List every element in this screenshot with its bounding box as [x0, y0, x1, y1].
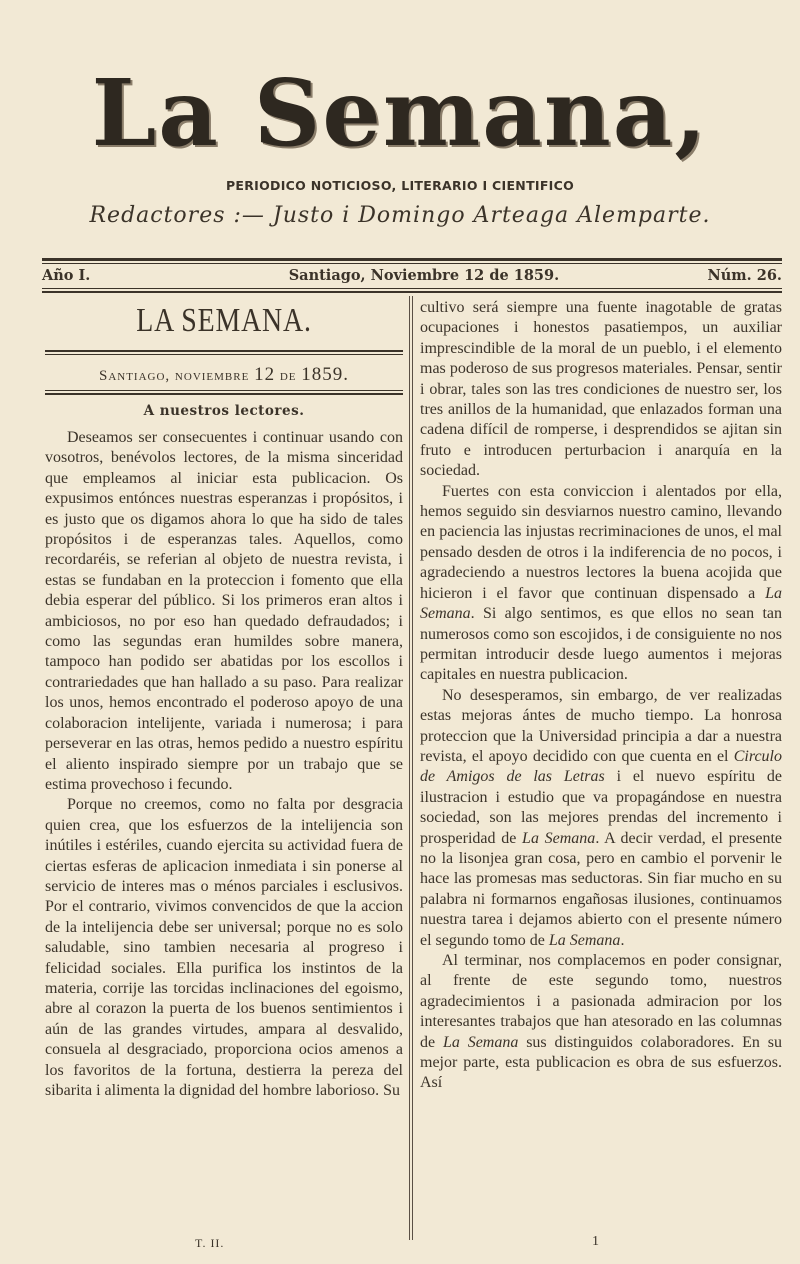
dateline: [45, 364, 403, 386]
dateline-de: de: [279, 368, 297, 384]
text-run: Porque no creemos, como no falta por desgracia quien crea, que los esfuerzos de la intelijencia son inútiles i estériles, cuando ejercita su actividad fuera de ciertas esferas de aplicacion inmediata i sin ponerse al servicio de interes mas o ménos parciales i esclusivos. Por el contrario, vivimos convencidos de que la accion de la intelijencia debe ser universal; porque no es solo saludable, sino tambien necesaria al progreso i felicidad sociales. Ella purifica los instintos de la materia, corrije las torcidas inclinaciones del egoismo, abre al corazon la puerta de los buenos sentimientos i aún de las grandes virtudes, ampara al desvalido, consuela al desgraciado, proporciona ocios amenos a los favoritos de la fortuna, destierra la pereza del sibarita i alimenta la dignidad del hombre laborioso. Su: [45, 796, 403, 1099]
issue-number: Núm. 26.: [707, 267, 782, 284]
divider: [45, 350, 403, 352]
italic-title: La Semana: [522, 829, 596, 847]
text-run: Deseamos ser consecuentes i continuar usando con vosotros, benévolos lectores, de la misma sinceridad que empleamos al iniciar esta publicacion. Os expusimos entónces nuestras esperanzas i propósitos, i es justo que os digamos ahora lo que ha sido de tales propósitos i de esperanzas tales. Aquellos, como recordaréis, se referian al objeto de nuestra revista, i estas se fundaban en la proteccion i fomento que ella debia esperar del público. Si los primeros eran altos i ambiciosos, no por eso han quedado defraudados; i como las segundas eran humildes sobre manera, tampoco han podido ser abatidas por los escollos i contrariedades que han hallado a su paso. Para realizar los unos, hemos encontrado el poderoso apoyo de una colaboracion intelijente, variada i numerosa; i para perseverar en las otras, hemos pedido a nuestro espíritu el aliento inspirado siempre por un trabajo que se estima provechoso i fecundo.: [45, 429, 403, 793]
masthead-subtitle: PERIODICO NOTICIOSO, LITERARIO I CIENTIFICO: [225, 178, 575, 193]
dateline-year: 1859.: [301, 364, 349, 385]
text-run: . Si algo sentimos, es que ellos no sean tan numerosos como son escojidos, i de consiguiente no nos permitan introducir desde luego aumentos i mejoras capitales en nuestra publicacion.: [420, 605, 782, 684]
article-title: A nuestros lectores.: [143, 403, 305, 419]
divider: [45, 393, 403, 395]
text-run: . A decir verdad, el presente no la lisonjea gran cosa, pero en cambio el porvenir le hace las promesas mas seductoras. Sin fiar mucho en su palabra ni formarnos engañosas ilusiones, continuamos nuestra tarea i dejamos abierto con el presente número el segundo tomo de: [420, 829, 782, 949]
article-column-left: [45, 428, 403, 1101]
article-column-right: [420, 298, 782, 1094]
dateline-day: 12: [254, 364, 276, 385]
text-run: cultivo será siempre una fuente inagotable de gratas ocupaciones i honestos pasatiempos, un auxiliar imprescindible de la moral de un pueblo, i el elemento mas poderoso de sus progresos materiales. Pensar, sentir i obrar, tales son las tres condiciones de nuestro ser, los tres anillos de la humanidad, que enlazados forman una cadena difícil de romperse, i desprendidos se ajitan sin fruto e introducen perturbacion i anarquía en la sociedad.: [420, 299, 782, 480]
divider: [45, 390, 403, 391]
divider: [42, 258, 782, 261]
italic-title: La Semana: [420, 584, 782, 623]
issue-info-bar: [42, 267, 782, 284]
divider: [42, 291, 782, 293]
paragraph: [45, 428, 403, 795]
text-run: .: [620, 931, 625, 949]
text-run: sus distinguidos colaboradores. En su mejor parte, esta publicacion es obra de sus esfuerzos. Así: [420, 1033, 782, 1092]
paragraph: [420, 951, 782, 1094]
editors-line: Redactores :— Justo i Domingo Arteaga Alemparte.: [89, 203, 711, 228]
italic-title: Circulo de Amigos de las Letras: [420, 747, 782, 786]
page-number: 1: [592, 1234, 599, 1249]
dateline-place: Santiago, noviembre: [98, 368, 250, 384]
text-run: Fuertes con esta conviccion i alentados por ella, hemos seguido sin desviarnos nuestro camino, llevando en paciencia las injustas recriminaciones de unos, el mal pensado desden de otros i la indiferencia de no pocos, i agradeciendo a nuestros lectores la buena acojida que hicieron i el favor que continuan dispensado a: [420, 482, 782, 602]
issue-date: Santiago, Noviembre 12 de 1859.: [288, 267, 560, 284]
divider: [45, 354, 403, 355]
italic-title: La Semana: [548, 931, 621, 949]
volume-signature: T. II.: [195, 1236, 225, 1250]
masthead-title: La Semana,: [91, 59, 709, 167]
divider: [42, 288, 782, 289]
section-heading: LA SEMANA.: [136, 302, 312, 339]
divider: [42, 263, 782, 264]
text-run: Al terminar, nos complacemos en poder consignar, al frente de este segundo tomo, nuestros agradecimientos i a pasionada admiracion por los interesantes trabajos que han atesorado en las columnas de: [420, 952, 782, 1051]
paragraph: [420, 686, 782, 951]
issue-year: Año I.: [42, 267, 91, 284]
paragraph: [420, 482, 782, 686]
paragraph: [45, 795, 403, 1101]
italic-title: La Semana: [442, 1033, 519, 1051]
text-run: i el nuevo espíritu de ilustracion i estudio que va propagándose en nuestra sociedad, son las mejores prendas del incremento i prosperidad de: [420, 768, 783, 847]
paragraph: [420, 298, 782, 482]
text-run: No desesperamos, sin embargo, de ver realizadas estas mejoras ántes de mucho tiempo. La honrosa proteccion que la Universidad principia a dar a nuestra revista, el apoyo decidido con que cuenta en el: [420, 686, 782, 765]
column-divider: [409, 296, 413, 1240]
